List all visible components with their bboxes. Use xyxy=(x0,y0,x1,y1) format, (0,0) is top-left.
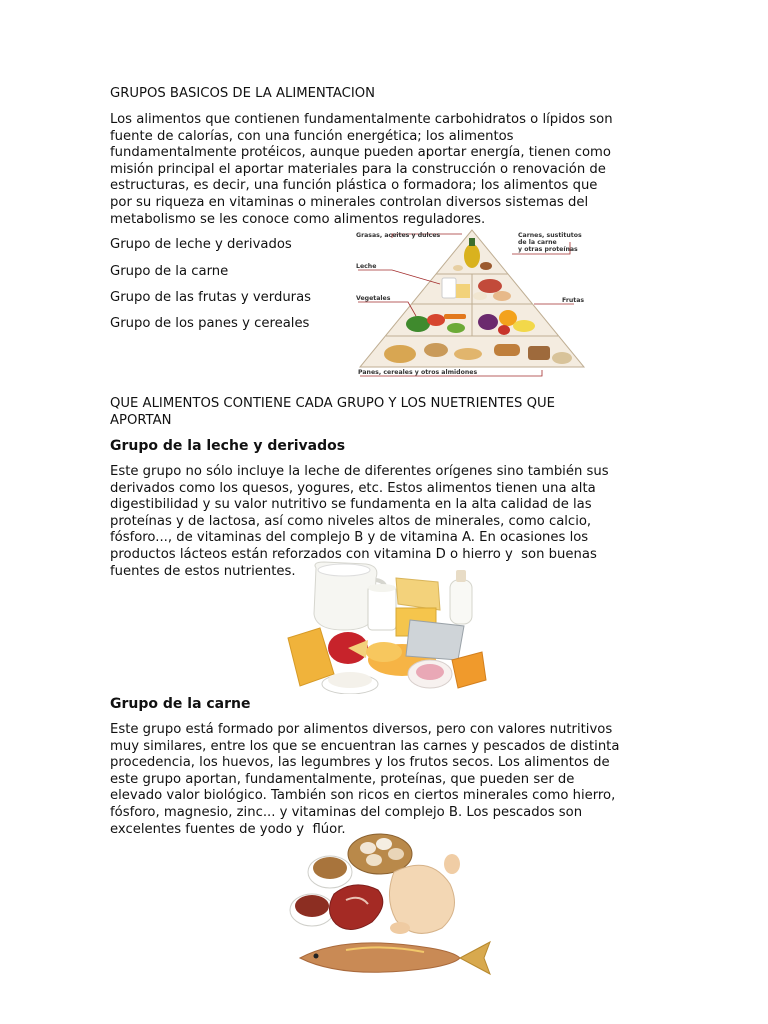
carne-paragraph: Este grupo está formado por alimentos diversos, pero con valores nutritivos muy similares, entre los que se encuentran las carnes y pescados de distinta procedencia, los huevos, las legumbres y los frutos secos. Los alimentos de este grupo aportan, fundamentalmente, proteínas, que pueden ser de elevado valor biológico. También son ricos en ciertos minerales como hierro, fósforo, magnesio, zinc... y vitaminas del complejo B. Los pescados son excelentes fuentes de yodo y flúor. xyxy=(110,722,620,837)
page-title: GRUPOS BASICOS DE LA ALIMENTACION xyxy=(110,86,375,101)
pyramid-label-frutas: Frutas xyxy=(562,297,585,304)
pyramid-label-vegetales: Vegetales xyxy=(356,295,391,302)
section-heading: QUE ALIMENTOS CONTIENE CADA GRUPO Y LOS NUETRIENTES QUE APORTAN xyxy=(110,396,555,428)
intro-paragraph: Los alimentos que contienen fundamentalmente carbohidratos o lípidos son fuente de calorías, con una función energética; los alimentos fundamentalmente protéicos, aunque pueden aportar energía, tienen como misión principal el aportar materiales para la construcción o renovación de estructuras, es decir, una función plástica o formadora; los alimentos que por su riqueza en vitaminas o minerales controlan diversos sistemas del metabolismo se les conoce como alimentos reguladores. xyxy=(110,112,613,227)
pyramid-label-grasas: Grasas, aceites y dulces xyxy=(356,232,441,239)
pyramid-label-carnes-line-1: Carnes, sustitutos xyxy=(518,232,582,239)
food-pyramid-image xyxy=(352,224,592,382)
pyramid-label-leche: Leche xyxy=(356,263,377,270)
pyramid-label-carnes-line-3: y otras proteínas xyxy=(518,246,578,253)
pyramid-label-panes: Panes, cereales y otros almidones xyxy=(358,369,478,376)
pyramid-label-carnes xyxy=(518,232,584,253)
group-list-item-carne: Grupo de la carne xyxy=(110,264,229,279)
leche-heading: Grupo de la leche y derivados xyxy=(110,438,346,454)
carne-heading: Grupo de la carne xyxy=(110,696,251,712)
group-list-item-panes-cereales: Grupo de los panes y cereales xyxy=(110,316,310,331)
pyramid-label-carnes-line-2: de la carne xyxy=(518,239,557,246)
meat-group-image xyxy=(254,824,510,980)
dairy-products-image xyxy=(282,556,488,694)
leche-paragraph: Este grupo no sólo incluye la leche de diferentes orígenes sino también sus derivados como los quesos, yogures, etc. Estos alimentos tienen una alta digestibilidad y su valor nutritivo se fundamenta en la alta calidad de las proteínas y de lactosa, así como niveles altos de minerales, como calcio, fósforo..., de vitaminas del complejo B y de vitamina A. En ocasiones los productos lácteos están reforzados con vitamina D o hierro y son buenas fuentes de estos nutrientes. xyxy=(110,464,609,579)
group-list-item-leche: Grupo de leche y derivados xyxy=(110,237,292,252)
group-list-item-frutas-verduras: Grupo de las frutas y verduras xyxy=(110,290,312,305)
